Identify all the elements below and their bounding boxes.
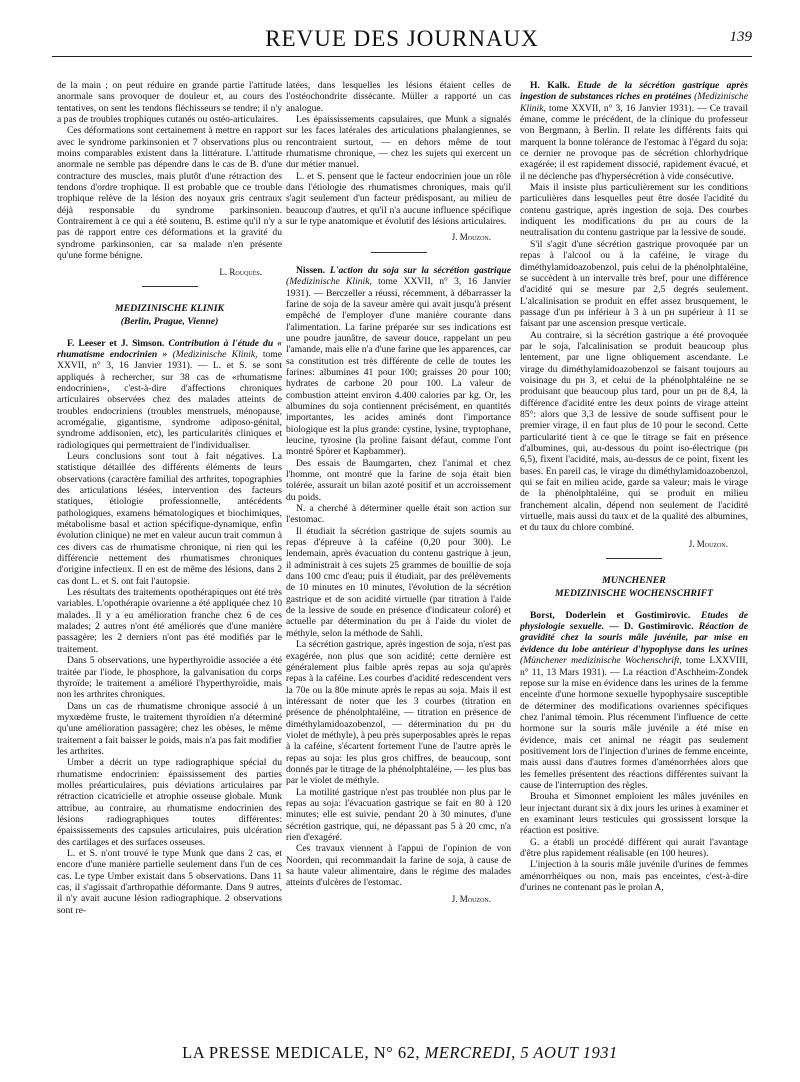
paragraph: Dans 5 observations, une hyperthyroïdie associée a été traitée par l'iode, le phosphore, la galvanisation du corps thyroïde; le traitement a amélioré l'hyperthyroïdie, mais non les arthrites chroniques. — [57, 655, 282, 701]
journal-heading: MUNCHENER — [602, 575, 666, 587]
journal-subheading: MEDIZINISCHE WOCHENSCHRIFT — [555, 588, 713, 600]
divider — [606, 558, 662, 559]
article-text: tome XXVII, n° 3, 16 Janvier 1931). — L. et S. se sont appliqués à rechercher, sur 38 cas de «rhumatisme endocrinien», c'est-à-dire d'affections chroniques articulaires observées chez des malades atteints de troubles endocriniens (troubles menstruels, ménopause, acromégalie, gigantisme, syndrome adiposo-génital, syndrome addisonien, etc), les particularités cliniques et radiologiques qui permettraient de l'individualiser. — [57, 348, 282, 451]
article-abstract — [286, 265, 511, 458]
article-source: (Medizinische Klinik, — [172, 348, 258, 360]
column-1 — [57, 80, 282, 1040]
article-authors: Borst, Doderlein et Gostimirovic. — [530, 609, 691, 621]
paragraph: Des essais de Baumgarten, chez l'animal et chez l'homme, ont montré que la farine de soja était bien tolérée, assurait un bilan azoté positif et un accroissement du poids. — [286, 457, 511, 503]
paragraph: G. a établi un procédé différent qui aurait l'avantage d'être plus rapidement réalisable (en 100 heures). — [520, 836, 748, 859]
page-header — [52, 26, 752, 56]
divider — [371, 252, 427, 253]
article-authors: Nissen. — [296, 264, 326, 276]
article-abstract — [520, 80, 748, 182]
article-title: Contribution à l'étude du « rhumatisme endocrinien » — [57, 337, 282, 360]
paragraph: La motilité gastrique n'est pas troublée non plus par le repas au soja: l'évacuation gastrique se fait en 80 à 120 minutes; elle est suivie, pendant 20 à 30 minutes, d'une sécrétion gastrique, qui, ne dépassant pas 5 à 20 cmc, n'a rien d'exagéré. — [286, 786, 511, 843]
article-source: (Münchener medizinische Wochenschrift, — [520, 655, 682, 667]
article-text: tome XXVII, n° 3, 16 Janvier 1931). — Ce travail émane, comme le précédent, de la clinique du professeur von Bergmann, à Berlin. Il relate les différents faits qui marquent la bonne tolérance de l'estomac à l'égard du soja: ce dernier ne provoque pas de sécrétion chlorhydrique exagérée; il est rapidement dissocié, rapidement évacué, et il ne déclenche pas d'hypersécrétion à vide consécutive. — [520, 102, 748, 182]
article-text: tome LXXVIII, n° 11, 13 Mars 1931). — La réaction d'Aschheim-Zondek repose sur la mise en évidence dans les urines de la femme enceinte d'une hormone sexuelle hypophysaire susceptible de déterminer des modifications ovariennes spécifiques chez l'animal témoin. Plus récemment l'influence de cette hormone sur la souris mâle juvénile a été mise en évidence, mais cet animal ne réagit pas seulement positivement lors de l'injection d'urines de femme enceinte, mais aussi dans d'autres formes d'aménorrhées alors que les femelles présentent des réactions différentes suivant la cause de l'interruption des règles. — [520, 655, 748, 791]
header-rule — [52, 56, 752, 57]
paragraph: Ces travaux viennent à l'appui de l'opinion de von Noorden, qui recommandait la farine de soja, à cause de sa haute valeur alimentaire, dans le régime des malades atteints d'ulcères de l'estomac. — [286, 843, 511, 889]
article-source: (Medizinische Klinik, — [520, 91, 748, 114]
paragraph: Ces déformations sont certainement à mettre en rapport avec le syndrome parkinsonien et 7 observations plus ou moins comparables existent dans la littérature. L'attitude anormale ne semble pas dépendre dans le cas de B. d'une contracture des muscles, mais plutôt d'une rétraction des tendons d'ordre trophique. Il est probable que ce trouble trophique relève de la lésion des noyaux gris centraux déjà responsable du syndrome parkinsonien. Contrairement à ce qui a été soutenu, B. estime qu'il n'y a pas de rapport entre ces déformations et la gravité du syndrome parkinsonien, car sa malade n'en présente qu'une forme bénigne. — [57, 125, 282, 262]
article-abstract — [57, 338, 282, 451]
divider — [142, 286, 198, 287]
paragraph: N. a cherché à déterminer quelle était son action sur l'estomac. — [286, 503, 511, 526]
paragraph: Dans un cas de rhumatisme chronique associé à un myxœdème fruste, le traitement thyroïdien n'a déterminé qu'une amélioration passagère; chez les obèses, le même traitement a fait baisser le poids, mais n'a pas fait modifier les arthrites. — [57, 700, 282, 757]
article-authors-secondary: — D. Gostimirovic. — [609, 621, 694, 633]
column-2 — [286, 80, 511, 1040]
author-signature: L. Rouquès. — [219, 266, 262, 277]
paragraph: Les épaississements capsulaires, que Munk a signalés sur les faces latérales des articulations phalangiennes, se rencontraient surtout, — en dehors même de tout rhumatisme chronique, — chez les sujets qui exercent un dur métier manuel. — [286, 114, 511, 171]
author-signature: J. Mouzon. — [688, 538, 728, 549]
paragraph: L. et S. pensent que le facteur endocrinien joue un rôle dans l'étiologie des rhumatismes chroniques, mais qu'il s'agit seulement d'un facteur prédisposant, au milieu de beaucoup d'autres, et qu'il n'a aucune influence spécifique sur le type anatomique et évolutif des lésions articulaires. — [286, 170, 511, 228]
footer-journal: LA PRESSE MEDICALE, — [182, 1043, 370, 1062]
journal-section-title: REVUE DES JOURNAUX — [265, 26, 539, 51]
journal-subheading: (Berlin, Prague, Vienne) — [120, 316, 219, 328]
paragraph: Les résultats des traitements opothérapiques ont été très variables. L'opothérapie ovarienne a été appliquée chez 10 malades. Il y a eu amélioration franche chez 6 de ces malades; 2 autres n'ont été améliorés que d'une manière passagère; les 2 derniers n'ont pas été modifiés par le traitement. — [57, 587, 282, 655]
paragraph: de la main ; on peut réduire en grande partie l'attitude anormale sans provoquer de douleur et, au cours des tentatives, on sent les tendons fléchisseurs se tendre; il n'y a pas de troubles trophiques cutanés ou ostéo-articulaires. — [57, 80, 282, 126]
paragraph: Il étudiait la sécrétion gastrique de sujets soumis au repas d'épreuve à la caféine (0,20 pour 300). Le lendemain, après évacuation du contenu gastrique à jeun, il administrait à ces sujets 25 grammes de bouillie de soja dans 100 cmc d'eau; puis il étudiait, par des prélèvements de 10 minutes en 10 minutes, l'évolution de la sécrétion gastrique et de son acidité virtuelle (par titration à l'aide de la lessive de soude en présence d'indicateur coloré) et actuelle par détermination du pн à l'aide du violet de méthyle, selon la méthode de Sahli. — [286, 525, 511, 639]
paragraph: Leurs conclusions sont tout à fait négatives. La statistique détaillée des différents éléments de leurs observations (caractère familial des arthrites, topographies des articulations lésées, intervention des facteurs statiques, étiologie professionnelle, antécédents pathologiques, examens hématologiques et biochimiques, métabolisme basal et action spécifique-dynamique, enfin évolution clinique) ne met en valeur aucun trait commun à ces divers cas de rhumatisme chronique, ni rien qui les différencie nettement des rhumatismes chroniques d'origine infectieux. Il en est de même des lésions, dans 2 cas dont L. et S. ont fait l'autopsie. — [57, 450, 282, 587]
paragraph: Mais il insiste plus particulièrement sur les conditions particulières dans lesquelles peut être dosée l'acidité du contenu gastrique, après ingestion de soja. Des courbes indiquent les modifications du pн au cours de la neutralisation du contenu gastrique par la lessive de soude. — [520, 182, 748, 239]
footer-date: MERCREDI, 5 AOUT 1931 — [424, 1043, 618, 1062]
article-authors: H. Kalk. — [530, 80, 570, 91]
paragraph: L'injection à la souris mâle juvénile d'urines de femmes aménorrhéiques ou non, mais pas enceintes, c'est-à-dire d'urines ne contenant pas le prolan A, — [520, 859, 748, 894]
paragraph: S'il s'agit d'une sécrétion gastrique provoquée par un repas à l'alcool ou à la caféine, le virage du diméthylamidoazobenzol, puis celui de la phénolphtaléine, se succèdent à un intervalle très bref, pour une différence d'acidité qui se mesure par 2,5 degrés seulement. L'alcalinisation se produit en effet assez brusquement, le passage d'un pн inférieur à 3 à un pн supérieur à 11 se faisant par une ascension presque verticale. — [520, 238, 748, 330]
article-text: tome XXVII, n° 3, 16 Janvier 1931). — Berczeller a réussi, récemment, à débarrasser la farine de soja de la saveur amère qui avait jusqu'à présent empêché de l'employer d'une manière courante dans l'alimentation. La farine préparée sur ses indications est une poudre jaunâtre, de saveur douce, rappelant un peu l'amande, mais elle n'a d'une farine que les apparences, car sa constitution est très différente de celle de toutes les farines: albumines 41 pour 100; graisses 20 pour 100; hydrates de carbone 20 pour 100. La valeur de combustion atteint environ 4.400 calories par kg. Or, les albumines du soja contiennent précisément, en quantités importantes, les acides aminés dont l'importance biologique est la plus grande: cystine, lysine, tryptophane, leucine, tyrosine (la proline faisant défaut, comme l'ont montré Spörer et Kapbammer). — [286, 276, 511, 458]
article-title-secondary: Réaction de gravidité chez la souris mâle juvénile, par mise en évidence du lobe antérieur d'hypophyse dans les urines — [520, 621, 748, 655]
paragraph: Umber a décrit un type radiographique spécial du rhumatisme endocrinien: épaississement des parties molles préarticulaires, puis déviations articulaires par rétraction cicatricielle et atrophie osseuse globale. Munk attribue, au contraire, au rhumatisme endocrinien des lésions radiographiques toutes différentes: épaississements des capsules articulaires, puis ulcération des cartilages et des surfaces osseuses. — [57, 757, 282, 848]
article-title: L'action du soja sur la sécrétion gastrique — [329, 264, 511, 276]
paragraph: Brouha et Simonnet emploient les mâles juvéniles en leur injectant durant six à dix jours les urines à examiner et en examinant leurs testicules qui grossissent lorsque la réaction est positive. — [520, 791, 748, 837]
article-authors: F. Leeser et J. Simson. — [67, 337, 165, 349]
article-title: Etudes de physiologie sexuelle. — [520, 609, 748, 633]
paragraph: L. et S. n'ont trouvé le type Munk que dans 2 cas, et encore d'une manière partielle seulement dans l'un de ces cas. Le type Umber existait dans 5 observations. Dans 11 cas, il s'agissait d'arthropathie déformante. Dans 9 autres, il n'y avait aucune lésion radiographique. 2 observations sont re- — [57, 848, 282, 916]
paragraph: La sécrétion gastrique, après ingestion de soja, n'est pas exagérée, non plus que son acidité; cette dernière est généralement plus faible après repas au soja qu'après repas à la caféine. Les courbes d'acidité redescendent vers la 70e ou la 80e minute après le repas au soja. Mais il est intéressant de noter que les 3 courbes (titration en présence de phénolphtaléine, — titration en présence de diméthylamidoazobenzol, — détermination du pн du violet de méthyle), à peu près superposables après le repas à la caféine, s'écartent fortement l'une de l'autre après le repas au soja: les plus gros chiffres, de beaucoup, sont donnés par le titrage de la phénolphtaléine, — les plus bas par le violet de méthyle. — [286, 639, 511, 787]
article-source: (Medizinische Klinik, — [286, 276, 372, 288]
journal-heading: MEDIZINISCHE KLINIK — [114, 302, 225, 314]
page-footer — [0, 1043, 800, 1063]
author-signature: J. Mouzon. — [451, 893, 491, 904]
article-title: Etude de la sécrétion gastrique après ingestion de substances riches en protéines — [520, 80, 748, 103]
paragraph: latées, dans lesquelles les lésions étaient celles de l'ostéochondrite dissécante. Müller a rapporté un cas analogue. — [286, 80, 511, 114]
author-signature: J. Mouzon. — [451, 232, 491, 243]
page-number: 139 — [729, 29, 752, 45]
column-3 — [520, 80, 748, 1040]
article-abstract — [520, 610, 748, 792]
paragraph: Au contraire, si la sécrétion gastrique a été provoquée par le soja, l'alcalinisation se produit beaucoup plus lentement, par une ligne obliquement ascendante. Le virage du diméthylamidoazobenzol se faisant toujours au voisinage du pн 3, et celui de la phénolphtaléine ne se produisant que beaucoup plus tard, pour un pн de 8,4, la différence d'acidité entre les deux points de virage atteint 85°: alors que 3,3 de lessive de soude suffisent pour le premier virage, il en faut plus de 10 pour le second. Cette particularité tient à ce que le titrage se fait en présence d'albumines, qui, au-dessous du point iso-électrique (pн 6,5), fixent l'acidité, mais, au-dessus de ce point, fixent les bases. En pareil cas, le virage du diméthylamidoazobenzol, qui se fait en milieu acide, garde sa valeur; mais le virage de la phénolphtaléine, qui se produit en milieu franchement alcalin, dépend non seulement de l'acidité virtuelle, mais aussi du taux et de la qualité des albumines, et du taux du chlore combiné. — [520, 329, 748, 534]
footer-issue: N° 62, — [373, 1043, 420, 1062]
